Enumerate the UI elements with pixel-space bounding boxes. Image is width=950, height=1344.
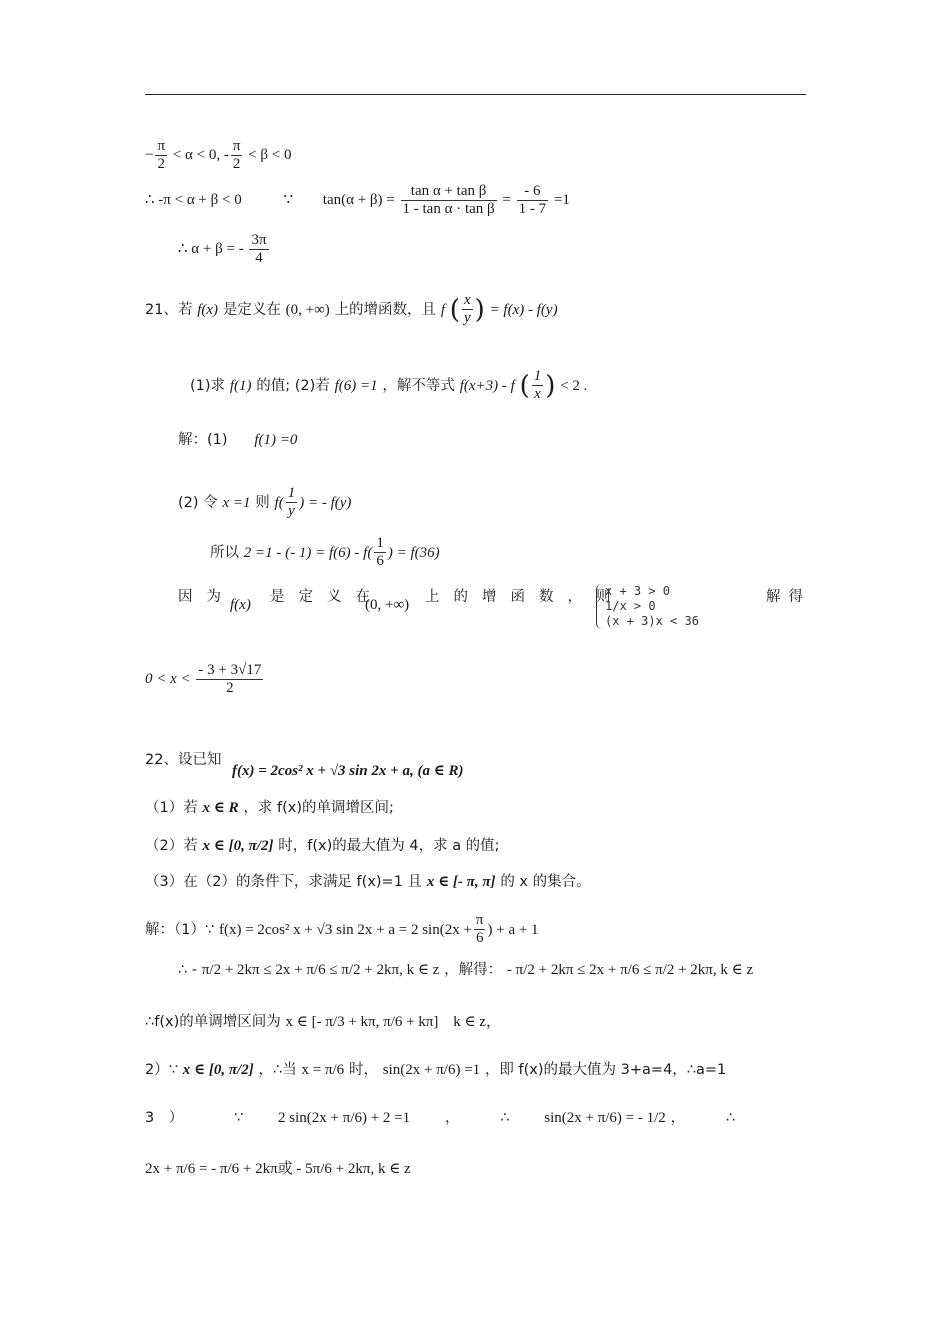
line-alpha-beta-range: − $\frac{\pi}{2}$ < α < 0, - $\frac{\pi}{2}$ < β < 0: [145, 138, 292, 173]
solution-22-final: 2x + π/6 = - π/6 + 2kπ或 - 5π/6 + 2kπ, k ∈ z: [145, 1161, 411, 1177]
question-22-part1: （1）若 x ∈ R ，求 f(x)的单调增区间;: [145, 800, 394, 816]
solution-21-solve-label: 解得: [766, 589, 811, 605]
solution-22-increasing: ∴f(x)的单调增区间为 x ∈ [- π/3 + kπ, π/6 + kπ] k ∈ z，: [145, 1014, 501, 1030]
solution-21-domain: (0, +∞): [365, 597, 410, 613]
question-22: 22、设已知: [145, 752, 222, 768]
solution-21-result: 0 < x < $\frac{- 3 + 3√17}{2}$: [145, 662, 262, 697]
question-22-function: f(x) = 2cos² x + √3 sin 2x + a, (a ∈ R): [232, 763, 464, 779]
solution-22-interval: ∴ - π/2 + 2kπ ≤ 2x + π/6 ≤ π/2 + 2kπ, k ∈ z ，解得： - π/2 + 2kπ ≤ 2x + π/6 ≤ π/2 + 2kπ, k ∈ z: [178, 962, 754, 978]
solution-21-fx: f(x): [230, 597, 251, 613]
solution-21-part2: (2) 令 x =1 则 f( $\frac{1}{y}$ ) = - f(y): [178, 485, 352, 520]
inequality-system: x + 3 > 0 1/x > 0 (x + 3)x < 36: [596, 584, 699, 629]
solution-21-increasing: 因为: [178, 589, 235, 605]
question-22-part2: （2）若 x ∈ [0, π/2] 时，f(x)的最大值为 4，求 a 的值;: [145, 838, 500, 854]
solution-21-domain-text: 是定义在: [270, 589, 384, 605]
question-21-parts: (1)求 f(1) 的值; (2)若 f(6) =1 ，解不等式 f(x+3) - f ( $\frac{1}{x}$ ) < 2 .: [190, 368, 588, 403]
header-rule: [145, 94, 806, 95]
solution-22-part2: 2）∵ x ∈ [0, π/2] ，∴当 x = π/6 时， sin(2x + π/6) =1 ，即 f(x)的最大值为 3+a=4，∴a=1: [145, 1062, 727, 1078]
question-22-part3: （3）在（2）的条件下，求满足 f(x)=1 且 x ∈ [- π, π] 的 x 的集合。: [145, 874, 591, 890]
solution-22-part1: 解：（1）∵ f(x) = 2cos² x + √3 sin 2x + a = 2 sin(2x + $\frac{\pi}{6}$ ) + a + 1: [145, 912, 539, 947]
solution-21-step: 所以 2 =1 - (- 1) = f(6) - f( $\frac{1}{6}$ ) = f(36): [210, 535, 440, 570]
line-sum-range: ∴ -π < α + β < 0 ∵ tan(α + β) = $\frac{\text{tan α + tan β}}{\text{1 - tan α · tan β}}$ = $\frac{- 6}{1 - 7}$ =1: [145, 183, 570, 218]
solution-21-part1: 解：(1) f(1) =0: [178, 432, 298, 448]
solution-21-then: 上的增函数，则: [425, 589, 625, 605]
solution-22-part3: 3 ） ∵ 2 sin(2x + π/6) + 2 =1 ， ∴ sin(2x + π/6) = - 1/2 ， ∴: [145, 1110, 736, 1126]
line-sum-result: ∴ α + β = - $\frac{3\pi}{4}$: [178, 232, 267, 267]
question-21: 21、若 f(x) 是定义在 (0, +∞) 上的增函数，且 f ( $\frac{x}{y}$ ) = f(x) - f(y): [145, 292, 558, 327]
